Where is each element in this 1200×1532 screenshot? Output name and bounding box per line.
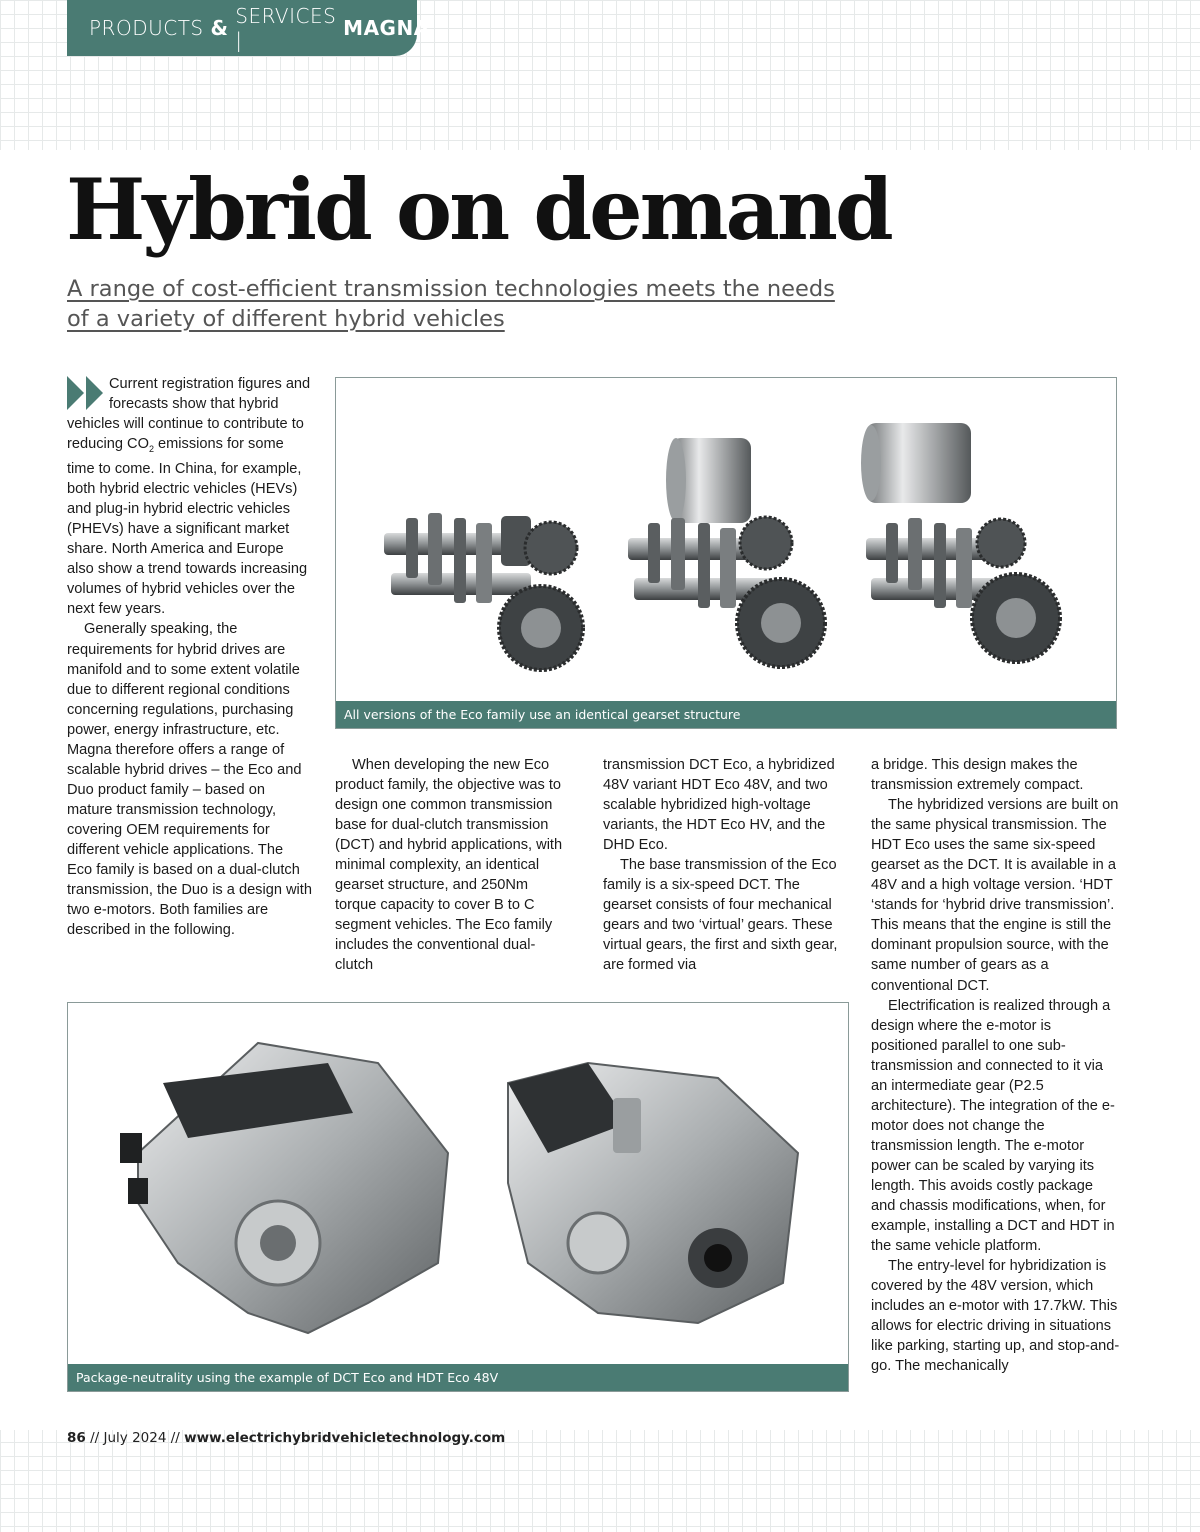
gearset-hdt-48v — [628, 438, 825, 667]
company-name: MAGNA — [343, 16, 430, 40]
gearset-dct — [384, 513, 583, 670]
section-label: PRODUCTS — [89, 16, 204, 40]
website-url: www.electrichybridvehicletechnology.com — [184, 1430, 506, 1446]
housing-illustration — [68, 1003, 848, 1391]
text-column-2 — [335, 755, 567, 976]
gearset-illustration — [336, 378, 1116, 728]
page-number: 86 — [67, 1430, 86, 1446]
paragraph: Electrification is realized through a design where the e-motor is positioned parallel to one sub-transmission and connected to it via an intermediate gear (P2.5 architecture). The integration of the e-motor does not change the transmission length. The e-motor power can be scaled by varying its length. This avoids costly package and chassis modifications, when, for example, installing a DCT and HDT in the same vehicle platform. — [871, 997, 1115, 1255]
paragraph: a bridge. This design makes the transmission extremely compact. — [871, 757, 1084, 794]
paragraph: Generally speaking, the requirements for hybrid drives are manifold and to some extent volatile due to different regional conditions concerning regulations, purchasing power, energy infrastructure, etc. Magna therefore offers a range of scalable hybrid drives – the Eco and Duo product family – based on mature transmission technology, covering OEM requirements for different vehicle applications. The Eco family is based on a dual-clutch transmission, the Duo is a design with two e-motors. Both families are described in the following. — [67, 621, 312, 939]
double-arrow-icon — [67, 376, 105, 410]
ampersand: & — [210, 16, 229, 40]
gearset-hdt-hv — [861, 423, 1060, 662]
article-title: Hybrid on demand — [66, 160, 891, 259]
section-label-2: SERVICES | — [235, 4, 337, 52]
paragraph: Current registration figures and forecasts show that hybrid vehicles will continue to contribute to reducing $CO_2$ emissions for some time to come. In China, for example, both hybrid electric vehicles (HEVs) and plug-in hybrid electric vehicles (PHEVs) have a significant market share. North America and Europe also show a trend towards increasing volumes of hybrid vehicles over the next few years. — [67, 376, 311, 618]
hdt-eco-48v-housing — [508, 1063, 798, 1323]
paragraph: transmission DCT Eco, a hybridized 48V variant HDT Eco 48V, and two scalable hybridized high-voltage variants, the HDT Eco HV, and the DHD Eco. — [603, 757, 835, 854]
text-column-3 — [603, 755, 843, 976]
paragraph: When developing the new Eco product family, the objective was to design one common transmission base for dual-clutch transmission (DCT) and hybrid applications, with minimal complexity, an identical gearset structure, and 250Nm torque capacity to cover B to C segment vehicles. The Eco family includes the conventional dual-clutch — [335, 757, 563, 974]
paragraph: The entry-level for hybridization is covered by the 48V version, which includes an e-motor with 17.7kW. This allows for electric driving in situations like parking, starting up, and stop-and-go. The mechanically — [871, 1258, 1120, 1375]
issue-date: July 2024 — [103, 1430, 167, 1446]
page-footer — [67, 1430, 505, 1446]
section-header — [67, 0, 430, 56]
figure-caption: All versions of the Eco family use an identical gearset structure — [336, 701, 1116, 728]
gearset-figure — [335, 377, 1117, 729]
separator: // — [90, 1430, 100, 1446]
figure-caption: Package-neutrality using the example of DCT Eco and HDT Eco 48V — [68, 1364, 848, 1391]
paragraph: The base transmission of the Eco family is a six-speed DCT. The gearset consists of four mechanical gears and two ‘virtual’ gears. These virtual gears, the first and sixth gear, are formed via — [603, 857, 838, 974]
dct-eco-housing — [120, 1043, 448, 1333]
paragraph: The hybridized versions are built on the same physical transmission. The HDT Eco uses the same six-speed gearset as the DCT. It is available in a 48V and a high voltage version. ‘HDT ‘stands for ‘hybrid drive transmission’. This means that the engine is still the dominant propulsion source, with the same number of gears as a conventional DCT. — [871, 797, 1119, 994]
text-column-1 — [67, 374, 312, 940]
standfirst: A range of cost-efficient transmission technologies meets the needs of a variety of different hybrid vehicles — [67, 276, 835, 332]
housing-figure — [67, 1002, 849, 1392]
text-column-4 — [871, 755, 1121, 1376]
separator: // — [170, 1430, 180, 1446]
